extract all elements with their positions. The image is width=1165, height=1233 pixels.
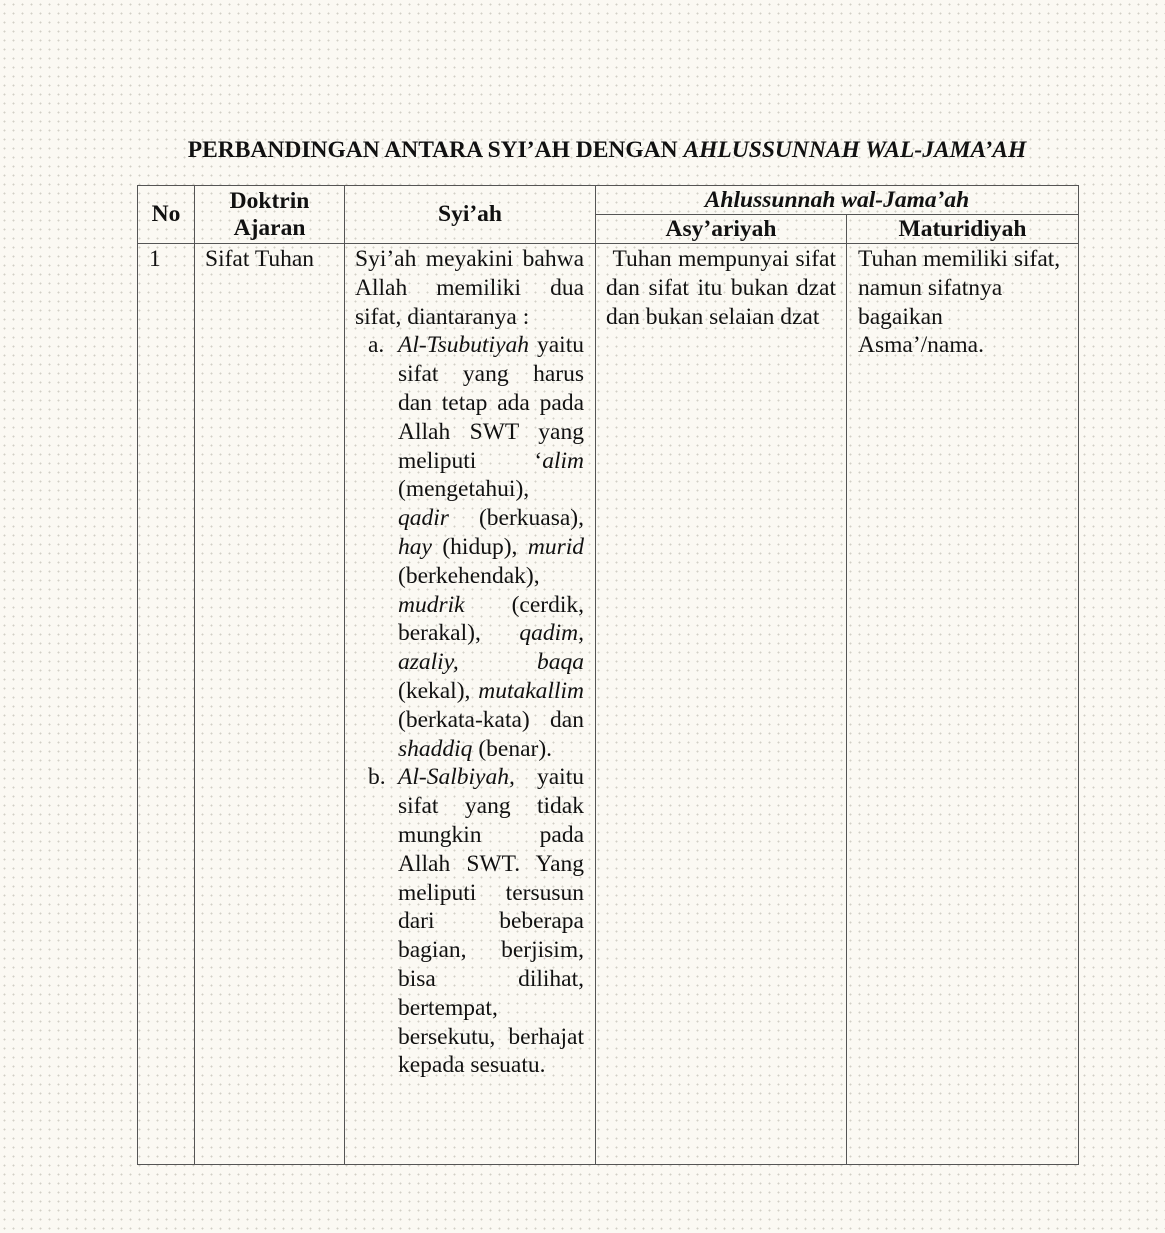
cell-doktrin: Sifat Tuhan [195,244,345,1165]
title-plain: PERBANDINGAN ANTARA SYI’AH DENGAN [187,137,684,163]
item-text: (kekal), [398,677,479,704]
arabic-term: mutakallim [478,677,584,704]
syiah-list [355,331,584,1080]
item-text: (berkata-kata) dan [398,706,584,733]
title-italic: AHLUSSUNNAH WAL-JAMA’AH [683,137,1027,163]
comparison-table [137,185,1079,1165]
item-text: (cerdik, berakal), [398,591,584,647]
header-maturidiyah: Maturidiyah [847,215,1079,244]
syiah-item-a [355,331,584,763]
header-ahlussunnah: Ahlussunnah wal-Jama’ah [596,186,1079,215]
arabic-term: qadim, azaliy, [398,620,584,676]
arabic-term: mudrik [398,591,465,618]
item-text: (benar). [472,735,553,762]
item-text: (hidup), [431,533,528,560]
list-marker: a. [368,332,385,359]
arabic-term: baqa [537,649,584,676]
item-text [459,649,537,675]
arabic-term: qadir [398,505,449,532]
term-tsubutiyah: Al-Tsubutiyah [398,332,530,359]
list-marker: b. [368,764,386,791]
cell-asyariyah: Tuhan mempunyai sifat dan sifat itu bukan dzat dan bukan selaian dzat [596,244,847,1165]
arabic-term: alim [542,447,584,474]
cell-syiah [345,244,596,1165]
header-doktrin: Doktrin Ajaran [195,186,345,244]
header-row-1 [138,186,1079,215]
header-syiah: Syi’ah [345,186,596,244]
item-text: (mengetahui), [398,476,530,503]
item-text: (berkuasa), [448,505,584,532]
term-salbiyah: Al-Salbiyah, [398,764,515,791]
syiah-intro: Syi’ah meyakini bahwa Allah memiliki dua sifat, diantaranya : [355,246,584,330]
header-asyariyah: Asy’ariyah [596,215,847,244]
cell-no: 1 [138,244,195,1165]
syiah-item-b [355,763,584,1080]
cell-maturidiyah: Tuhan memiliki sifat, namun sifatnya bagaikan Asma’/nama. [847,244,1079,1165]
arabic-term: hay [398,533,432,560]
arabic-term: murid [527,533,584,560]
arabic-term: shaddiq [398,735,473,762]
item-text: yaitu sifat yang tidak mungkin pada Allah SWT. Yang meliputi tersusun dari beberapa bagian, berjisim, bisa dilihat, bertempat, bersekutu, berhajat kepada sesuatu. [398,764,584,1079]
header-no: No [138,186,195,244]
document-title [137,137,1077,164]
table-row [138,244,1079,1165]
item-text: yaitu sifat yang harus dan tetap ada pada Allah SWT yang meliputi ‘ [398,332,584,474]
item-text: (berkehendak), [398,562,540,589]
